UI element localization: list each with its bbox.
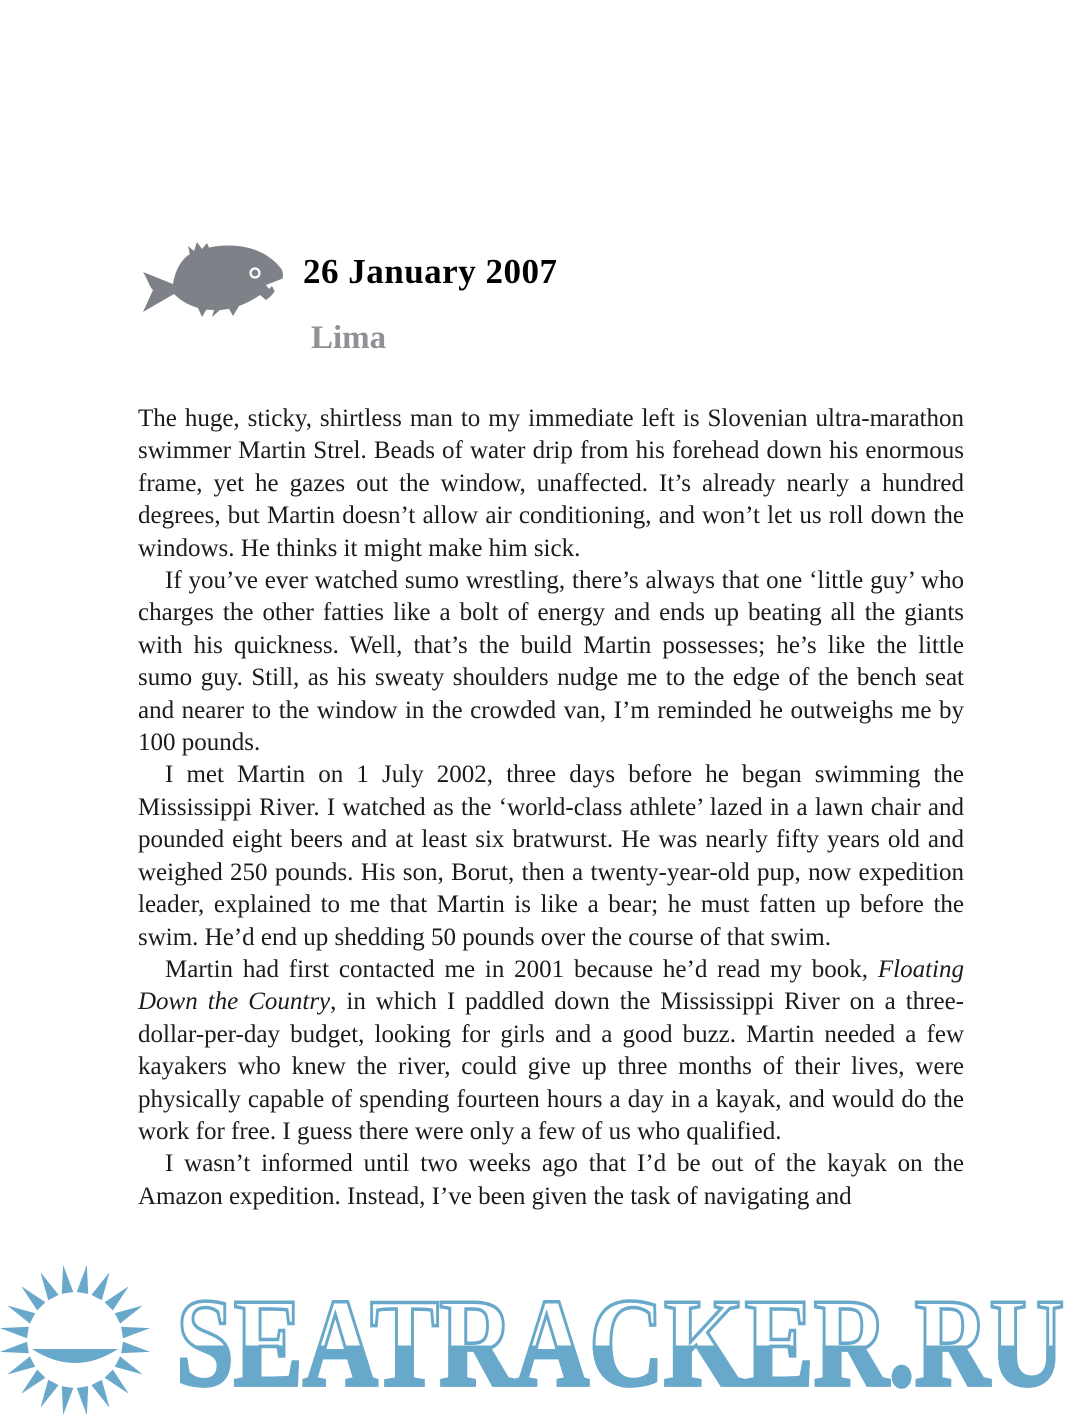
paragraph-4-post: , in which I paddled down the Mississippi River on a three-dollar-per-day budget, looking for girls and a good buzz. Martin needed a few kayakers who knew the river, could give up three months of their lives, were physically capable of spending fourteen hours a day in a kayak, and would do the work for free. I guess there were only a few of us who qualified.: [138, 988, 964, 1145]
paragraph-4: [138, 954, 964, 1148]
sun-lower-half: [32, 1349, 118, 1363]
paragraph-3: I met Martin on 1 July 2002, three days before he began swimming the Mississippi River. I watched as the ‘world-class athlete’ lazed in a lawn chair and pounded eight beers and at least six bratwurst. He was nearly fifty years old and weighed 250 pounds. His son, Borut, then a twenty-year-old pup, now expedition leader, explained to me that Martin is like a bear; he must fatten up before the swim. He’d end up shedding 50 pounds over the course of that swim.: [138, 761, 964, 951]
paragraph-5: I wasn’t informed until two weeks ago that I’d be out of the kayak on the Amazon expedition. Instead, I’ve been given the task of navigating and: [138, 1150, 964, 1210]
watermark-text: SEATRACKER.RU: [176, 1274, 1065, 1413]
sun-icon: [0, 1258, 162, 1425]
paragraph-4-pre: Martin had first contacted me in 2001 because he’d read my book,: [165, 955, 878, 983]
piranha-icon: [140, 240, 292, 318]
location-heading: Lima: [311, 320, 387, 356]
sun-rays: [0, 1265, 150, 1415]
paragraph-2: If you’ve ever watched sumo wrestling, there’s always that one ‘little guy’ who charges the other fatties like a bolt of energy and ends up beating all the giants with his quickness. Well, that’s the build Martin possesses; he’s like the little sumo guy. Still, as his sweaty shoulders nudge me to the edge of the bench seat and nearer to the window in the crowded van, I’m reminded he outweighs me by 100 pounds.: [138, 567, 964, 757]
date-heading: 26 January 2007: [303, 252, 558, 291]
text-column: [138, 403, 964, 1213]
paragraph-1: The huge, sticky, shirtless man to my immediate left is Slovenian ultra-marathon swimmer Martin Strel. Beads of water drip from his forehead down his enormous frame, yet he gazes out the window, unaffected. It’s already nearly a hundred degrees, but Martin doesn’t allow air conditioning, and won’t let us roll down the windows. He thinks it might make him sick.: [138, 405, 964, 562]
book-title-italic: Floating Down the Country: [138, 955, 964, 1016]
